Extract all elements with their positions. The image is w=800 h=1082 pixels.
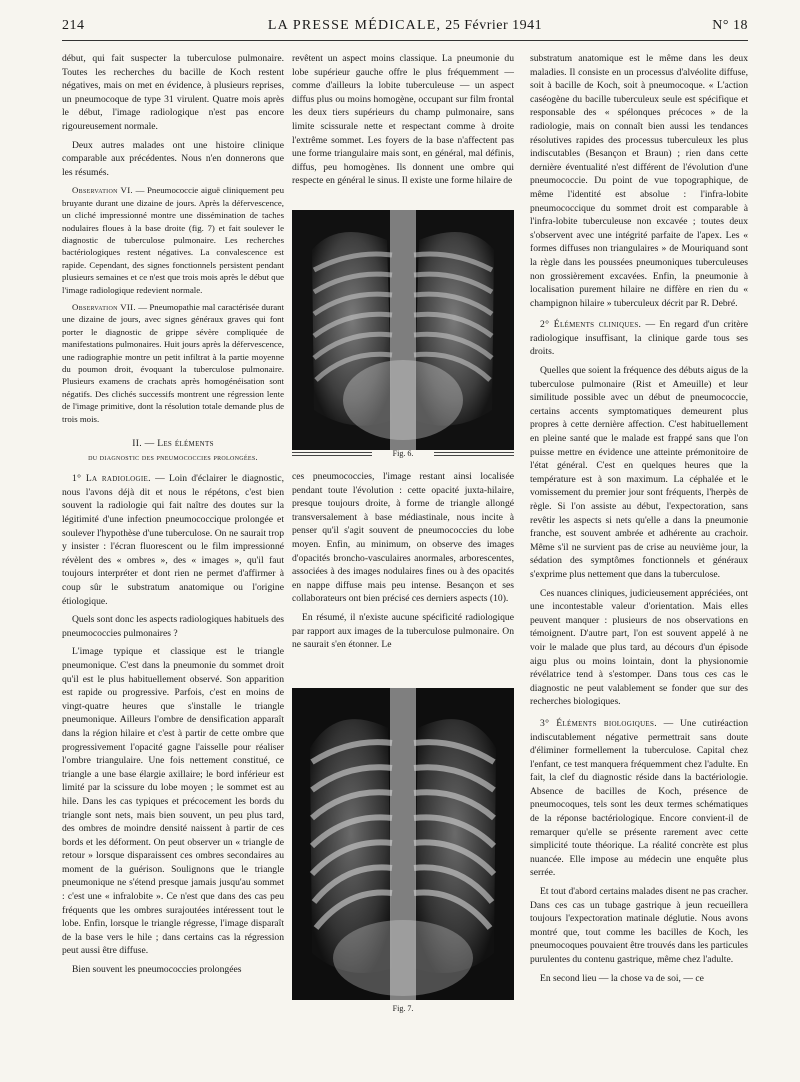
paragraph: En second lieu — la chose va de soi, — ce xyxy=(540,972,704,984)
subsection-text: — Une cutiréaction indiscutablement négative permettrait sans doute d'éliminer formellement la tuberculose. Capital chez l'enfant, ce test manquera fréquemment chez l'adulte. En fait, la clef du diagnostic réside dans la bactériologie. Absence de bacilles de Koch, présence de pneumocoques, tels sont les deux termes schématiques de la réponse bactériologique. Encore convient-il de remarquer qu'elle se présente rarement avec cette simplicité toute théorique. La réalité concrète est plus nuancée. Elle impose au médecin une enquête plus serrée. xyxy=(530,717,748,879)
column-left xyxy=(62,52,284,982)
subsection-radiologie xyxy=(62,472,284,608)
caption-rule-right xyxy=(434,452,514,453)
observation-heading: Observation VII. xyxy=(72,302,136,312)
page-number: 214 xyxy=(62,18,85,33)
column-right xyxy=(530,52,748,990)
subsection-heading: 3° Éléments biologiques. xyxy=(540,717,657,729)
subsection-text: — En regard d'un critère radiologique insuffisant, la clinique garde tous ses droits. xyxy=(530,319,748,358)
paragraph: En résumé, il n'existe aucune spécificité radiologique par rapport aux images de la tuberculose pulmonaire. On ne saurait s'en étonner. Le xyxy=(292,611,514,651)
figure-7-caption: Fig. 7. xyxy=(392,1004,414,1013)
subsection-text: — Loin d'éclairer le diagnostic, nous l'avons déjà dit et nous le répétons, c'est bien souvent la radiologie qui fait naître des doutes sur la légitimité d'une infection pneumococcique prolongée et soulever l'hypothèse d'une tuberculose. On ne saurait trop y insister : l'écran fluorescent ou le film impressionné révèlent des « ombres », des « images », qu'il faut toujours interpréter et dont rien ne permet d'affirmer à coup sûr le substratum anatomique ou l'origine étiologique. xyxy=(62,473,284,607)
paragraph: ces pneumococcies, l'image restant ainsi localisée pendant toute l'évolution : cette opacité juxta-hilaire, presque toujours droite, à forme de triangle allongé transversalement à base médiastinale, nous incite à penser qu'il s'agit souvent de pneumococcies du lobe moyen. Enfin, au minimum, on observe des images d'opacités broncho-vasculaires anormales, arborescentes, associées à des images nodulaires fines ou à des opacités en nappe diffuse mais peu intense. Besançon et ses collaborateurs ont bien précisé ces derniers aspects (10). xyxy=(292,471,514,605)
page-header xyxy=(62,18,748,40)
subsection-cliniques xyxy=(530,318,748,359)
paragraph: substratum anatomique est le même dans les deux maladies. Il consiste en un processus d'alvéolite diffuse, soit à bacille de Koch, soit à pneumocoque. « L'action caséogène du bacille tuberculeux seule est spécifique et responsable des « spélonques précoces » de la radiologie, mais on connaît bien aussi les tendances résolutives rapides des processus tuberculeux les plus indiscutables (Besançon et Braun) ; rien dans cette dernière éventualité n'est différent de l'évolution d'une pneumococcie. Du point de vue topographique, de même l'identité est absolue : l'infra-lobite pneumococcique du sommet droit est comparable à l'infra-lobite tuberculeuse non excavée ; toutes deux s'observent avec une intégrité parfaite de l'apex. Les « formes diffuses non triangulaires » de Mouriquand sont la règle dans les poussées pneumoniques tuberculeuses non grossièrement excavées. Enfin, la pneumonie à localisation purement hilaire ne diffère en rien du « champignon hilaire » tuberculeux décrit par R. Debré. xyxy=(530,53,748,309)
paragraph: Quels sont donc les aspects radiologiques habituels des pneumococcies pulmonaires ? xyxy=(62,614,284,639)
header-rule xyxy=(62,40,748,41)
column-middle-bottom xyxy=(292,470,514,657)
running-title xyxy=(62,18,748,34)
subsection-heading: 2° Éléments cliniques. xyxy=(540,319,642,331)
column-middle-top xyxy=(292,52,514,193)
paragraph: Deux autres malades ont une histoire clinique comparable aux précédentes. Nous n'en donnerons que les résumés. xyxy=(62,139,284,178)
paragraph: Ces nuances cliniques, judicieusement appréciées, ont une incontestable valeur d'orientation. Mais elles peuvent manquer : plusieurs de nos observations en témoignent. D'autre part, l'on est souvent appelé à ne voir le malade que plus tard, au décours d'un épisode aigu plus ou moins lointain, dont la physionomie révélatrice tend à s'estomper. Dans tous ces cas le diagnostic ne peut valablement se fonder que sur des recherches biologiques. xyxy=(530,587,748,708)
subsection-heading: 1° La radiologie. xyxy=(72,473,151,485)
subsection-biologiques xyxy=(530,717,748,880)
chest-xray-illustration xyxy=(292,210,514,450)
section-subheading: du diagnostic des pneumococcies prolongées. xyxy=(88,452,258,462)
paragraph: L'image typique et classique est le triangle pneumonique. C'est dans la pneumonie du sommet droit qu'il est le plus habituellement observé. Son apparition est rapide ou progressive. Parfois, c'est en moins de vingt-quatre heures que s'installe le triangle pneumonique. Ailleurs l'ombre de densification apparaît dans la région hilaire et c'est à partir de cette ombre que progressivement l'opacité gagne l'aisselle pour réaliser l'ombre triangulaire. Une fois nettement constitué, ce triangle a une base élargie axillaire; le bord inférieur est limité par la scissure du lobe moyen ; le sommet est au hile. Dans les cas typiques et précocement les bords du triangle sont nets, mais bien souvent, un peu plus tard, des ombres de moindre densité naissent à partir de ces bords et les déforment. On peut observer un « triangle de retour » lorsque disparaissent ces ombres secondaires au moment de la guérison. Soulignons que le triangle pneumonique ne s'étend presque jamais jusqu'au sommet : c'est une « infralobite ». Ce n'est que dans des cas peu fréquents que les ombres surajoutées intéressent tout le lobe. Enfin, lorsque le triangle régresse, l'image disparaît de la base vers le hile ; dans certains cas la régression peut aussi être diffuse. xyxy=(62,646,284,957)
xray-image-fig7 xyxy=(292,688,514,1000)
publication-name: LA PRESSE MÉDICALE, xyxy=(267,18,442,33)
paragraph: Bien souvent les pneumococcies prolongées xyxy=(72,964,242,976)
xray-image-fig6 xyxy=(292,210,514,450)
paragraph: revêtent un aspect moins classique. La pneumonie du lobe supérieur gauche offre le plus fréquemment — comme d'ailleurs la lobite tuberculeuse — un aspect diffus plus ou moins homogène, occupant sur film frontal les deux tiers supérieurs du champ pulmonaire, sans limite scissurale nette et respectant comme à droite l'extrême sommet. Les foyers de la base n'affectent pas une forme triangulaire mais sont, en général, mal définis, diffus, peu homogènes. Ils donnent une ombre qui respecte en général le sinus. Il existe une forme hilaire de xyxy=(292,53,514,187)
observation-text: — Pneumococcie aiguë cliniquement peu bruyante durant une dizaine de jours. Après la défervescence, un cliché impressionné montre une dissémination de taches nodulaires floues à la base droite (fig. 7) et fait soulever le diagnostic de tuberculose pulmonaire. Les recherches bactériologiques restent négatives. La convalescence est rapide. Cependant, des signes fonctionnels persistent pendant plusieurs semaines et ce n'est que trois mois après le début que l'image radiologique redevient normale. xyxy=(62,185,284,295)
figure-6-caption: Fig. 6. xyxy=(392,449,414,458)
observation-vi xyxy=(62,184,284,296)
caption-rule-right xyxy=(434,455,514,456)
observation-text: — Pneumopathie mal caractérisée durant une dizaine de jours, avec signes généraux graves qui font porter le diagnostic de grippe sévère compliquée de manifestations pulmonaires. Huit jours après la défervescence, une radiographie montre un petit infiltrat à la partie moyenne du poumon droit, évoquant la tuberculose pulmonaire. Plusieurs examens de crachats après homogénéisation sont négatifs. Des clichés successifs montrent une régression lente de l'image primitive, dont la résolution totale demande plus de trois mois. xyxy=(62,302,284,424)
section-heading: II. — Les éléments xyxy=(132,438,214,450)
chest-xray-illustration xyxy=(292,688,514,1000)
issue-number: N° 18 xyxy=(712,18,748,33)
paragraph: Et tout d'abord certains malades disent ne pas cracher. Dans ces cas un tubage gastrique à jeun recueillera toujours l'expectoration matinale déglutie. Nous avons montré que, tout comme les bacilles de Koch, les pneumocoques pouvaient être trouvés dans les particules purulentes du contenu gastrique, même chez l'adulte. xyxy=(530,886,748,965)
observation-vii xyxy=(62,301,284,425)
observation-heading: Observation VI. xyxy=(72,185,133,196)
issue-date: 25 Février 1941 xyxy=(445,18,543,33)
paragraph: Quelles que soient la fréquence des débuts aigus de la tuberculose pulmonaire (Rist et Ameuille) et leur similitude possible avec un début de pneumococcie, certains accents symptomatiques demeurent plus propres à cette dernière affection. C'est habituellement en pleine santé que le malade est frappé sans que l'on puisse mettre en évidence une atteinte prémonitoire de l'état général. C'est en quelques heures que la température est à son maximum. La céphalée et le vomissement du premier jour sont fréquents, l'herpès de règle. Si l'on assiste au début, l'expectoration, sans revêtir les aspects si nets qu'elle a dans la pneumonie franche, est souvent ambrée et adhérente au crachoir. Même s'il ne survient pas de crise au neuvième jour, la sédation des symptômes fonctionnels et généraux s'exprime plus nettement que dans la tuberculose. xyxy=(530,365,748,580)
paragraph: début, qui fait suspecter la tuberculose pulmonaire. Toutes les recherches du bacille de Koch restent négatives, mais on met en évidence, à plusieurs reprises, un pneumocoque de type 31 virulent. Quatre mois après le début, l'image radiologique n'est pas encore rigoureusement normale. xyxy=(62,53,284,132)
